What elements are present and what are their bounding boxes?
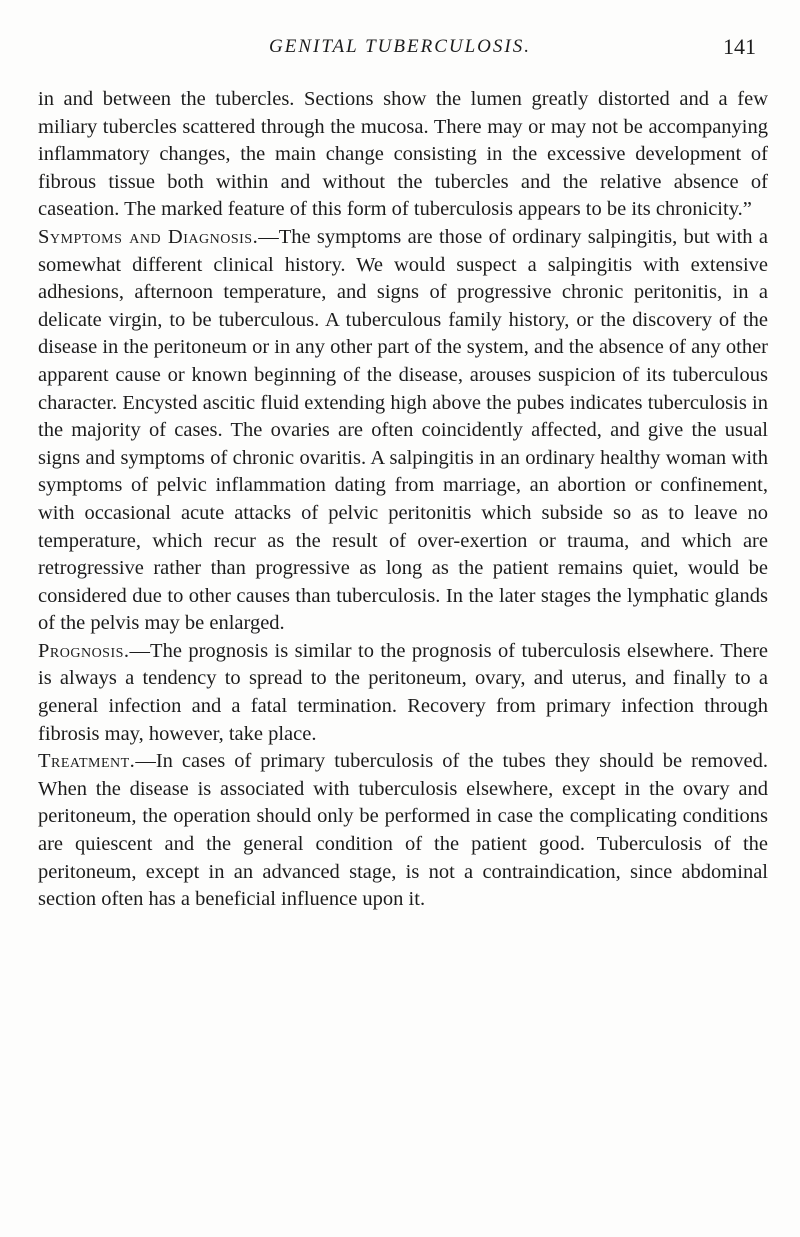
section-heading: Prognosis. [38,639,130,662]
body-text [38,86,768,914]
running-head [0,34,800,64]
page-number: 141 [723,34,756,59]
section-heading: Symptoms and Diagnosis. [38,225,259,248]
paragraph-continuation [38,86,768,224]
paragraph-treatment [38,748,768,914]
paragraph-text: —In cases of primary tuberculosis of the tubes they should be removed. When the disease is associated with tuberculosis elsewhere, except in the ovary and peritoneum, the operation should only be performed in case the complicating conditions are quiescent and the general condition of the patient good. Tuberculosis of the peritoneum, except in an advanced stage, is not a contraindication, since abdominal section often has a beneficial influence upon it. [38,750,768,911]
running-title: GENITAL TUBERCULOSIS. [269,36,531,57]
paragraph-symptoms-diagnosis [38,224,768,638]
paragraph-text: —The prognosis is similar to the prognosis of tuberculosis elsewhere. There is always a tendency to spread to the peritoneum, ovary, and uterus, and finally to a general infection and a fatal termination. Recovery from primary infection through fibrosis may, however, take place. [38,639,768,745]
paragraph-text: in and between the tubercles. Sections show the lumen greatly distorted and a few miliary tubercles scattered through the mucosa. There may or may not be accompanying inflammatory changes, the main change consisting in the excessive development of fibrous tissue both within and without the tubercles and the relative absence of caseation. The marked feature of this form of tuberculosis appears to be its chronicity.” [38,88,768,221]
paragraph-text: —The symptoms are those of ordinary salpingitis, but with a somewhat different clinical history. We would suspect a salpingitis with extensive adhesions, afternoon temperature, and signs of progressive chronic peritonitis, in a delicate virgin, to be tuberculous. A tuberculous family history, or the discovery of the disease in the peritoneum or in any other part of the system, and the absence of any other apparent cause or known beginning of the disease, arouses suspicion of its tuberculous character. Encysted ascitic fluid extending high above the pubes indicates tuberculosis in the majority of cases. The ovaries are often coincidently affected, and give the usual signs and symptoms of chronic ovaritis. A salpingitis in an ordinary healthy woman with symptoms of pelvic inflammation dating from marriage, an abortion or confinement, with occasional acute attacks of pelvic peritonitis which subside so as to leave no temperature, which recur as the result of over-exertion or trauma, and which are retrogressive rather than progressive as long as the patient remains quiet, would be considered due to other causes than tuberculosis. In the later stages the lymphatic glands of the pelvis may be enlarged. [38,225,768,635]
section-heading: Treatment. [38,750,136,773]
paragraph-prognosis [38,638,768,748]
